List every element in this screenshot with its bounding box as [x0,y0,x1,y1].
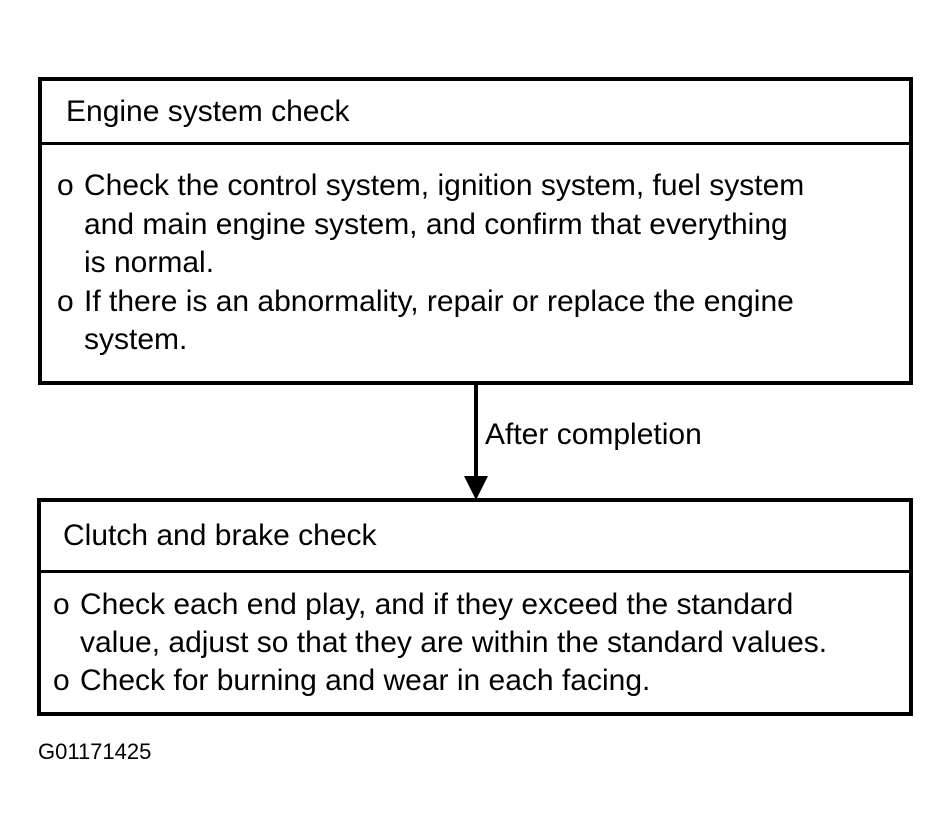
engine-check-item-2-text: If there is an abnormality, repair or replace the engine system. [84,284,794,356]
bullet-marker: o [57,284,74,318]
engine-check-item-1-text: Check the control system, ignition system, fuel system and main engine system, and confirm that everything is normal. [84,169,805,279]
engine-system-check-title: Engine system check [42,81,909,145]
bullet-marker: o [53,664,70,697]
clutch-check-item-2 [53,662,909,700]
clutch-check-item-1-text: Check each end play, and if they exceed the standard value, adjust so that they are within the standard values. [80,588,828,659]
clutch-brake-check-title: Clutch and brake check [41,502,909,573]
clutch-brake-check-box [37,498,913,716]
figure-id: G01171425 [38,739,152,764]
arrowhead-down-icon [464,476,488,500]
clutch-check-item-2-text: Check for burning and wear in each facing. [80,664,651,697]
bullet-marker: o [57,169,74,202]
clutch-check-item-1 [53,586,909,662]
bullet-marker: o [53,588,70,621]
connector-label: After completion [485,418,702,451]
clutch-brake-check-body [41,573,909,700]
